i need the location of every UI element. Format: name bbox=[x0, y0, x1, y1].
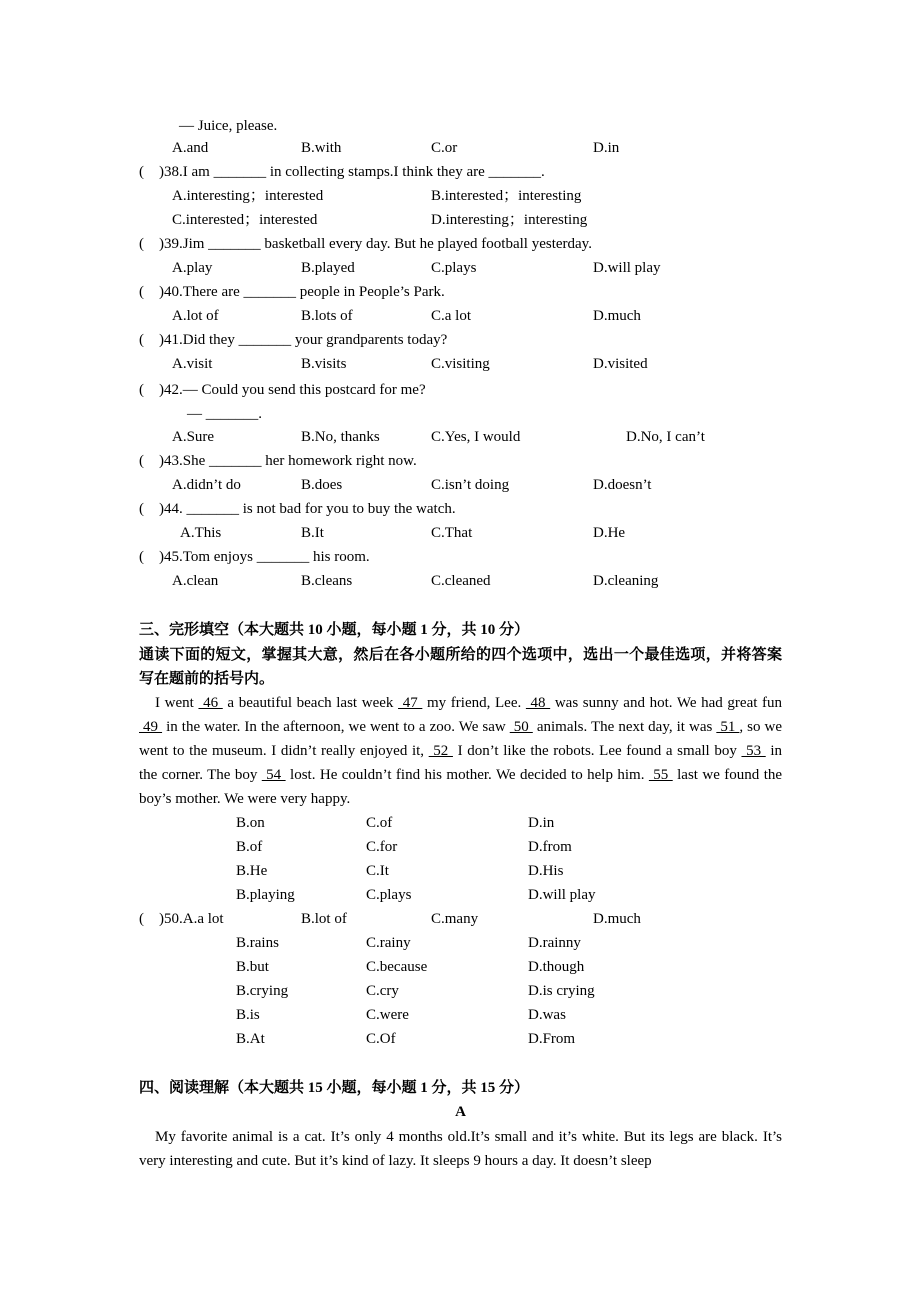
cloze-blank-47: 47 bbox=[398, 695, 423, 711]
cloze-55-option-c: C.Of bbox=[366, 1031, 396, 1047]
cloze-55-option-d: D.From bbox=[528, 1031, 576, 1047]
q38-text: )38.I am _______ in collecting stamps.I think they are _______. bbox=[159, 164, 545, 180]
q42-option-d: D.No, I can’t bbox=[626, 429, 705, 445]
q44-option-d: D.He bbox=[593, 525, 626, 541]
q45-option-a: A.clean bbox=[172, 573, 219, 589]
q41-answer-paren: ( bbox=[139, 332, 144, 348]
cloze-54-option-b: B.is bbox=[236, 1007, 260, 1023]
cloze-options-53 bbox=[139, 980, 782, 1002]
cloze-54-option-c: C.were bbox=[366, 1007, 409, 1023]
cloze-text: my friend, Lee. bbox=[422, 695, 526, 711]
q43-option-b: B.does bbox=[301, 477, 343, 493]
cloze-options-49 bbox=[139, 884, 782, 906]
cloze-options-48 bbox=[139, 860, 782, 882]
cloze-paragraph bbox=[139, 691, 782, 811]
q44-options bbox=[139, 522, 782, 544]
q39-option-d: D.will play bbox=[593, 260, 661, 276]
cloze-50-option-d: D.much bbox=[593, 911, 641, 927]
q38-options-row2 bbox=[139, 209, 782, 231]
cloze-options-51 bbox=[139, 932, 782, 954]
passage-a-label: A bbox=[455, 1104, 466, 1120]
cloze-blank-48: 48 bbox=[525, 695, 551, 711]
q43-answer-paren: ( bbox=[139, 453, 144, 469]
q43-options bbox=[139, 474, 782, 496]
q37-option-a: A.and bbox=[172, 140, 209, 156]
cloze-47-option-b: B.of bbox=[236, 839, 263, 855]
q42-answer-paren: ( bbox=[139, 382, 144, 398]
q44-answer-paren: ( bbox=[139, 501, 144, 517]
cloze-52-option-c: C.because bbox=[366, 959, 428, 975]
cloze-46-option-b: B.on bbox=[236, 815, 265, 831]
cloze-48-option-d: D.His bbox=[528, 863, 564, 879]
cloze-options-47 bbox=[139, 836, 782, 858]
cloze-options-54 bbox=[139, 1004, 782, 1026]
cloze-51-option-d: D.rainny bbox=[528, 935, 581, 951]
cloze-48-option-c: C.It bbox=[366, 863, 389, 879]
cloze-53-option-b: B.crying bbox=[236, 983, 289, 999]
q45-option-b: B.cleans bbox=[301, 573, 353, 589]
q41-option-a: A.visit bbox=[172, 356, 213, 372]
q37-answer-line bbox=[139, 115, 782, 137]
q37-option-b: B.with bbox=[301, 140, 342, 156]
q40-option-b: B.lots of bbox=[301, 308, 353, 324]
q42-text: )42.— Could you send this postcard for me? bbox=[159, 382, 426, 398]
q44-option-c: C.That bbox=[431, 525, 473, 541]
cloze-46-option-d: D.in bbox=[528, 815, 555, 831]
q38-stem bbox=[139, 161, 782, 183]
q40-options bbox=[139, 305, 782, 327]
cloze-50-option-b: B.lot of bbox=[301, 911, 347, 927]
q37-option-d: D.in bbox=[593, 140, 620, 156]
q43-option-a: A.didn’t do bbox=[172, 477, 241, 493]
q44-option-b: B.It bbox=[301, 525, 324, 541]
q38-options-row1 bbox=[139, 185, 782, 207]
q40-answer-paren: ( bbox=[139, 284, 144, 300]
q40-text: )40.There are _______ people in People’s Park. bbox=[159, 284, 445, 300]
q42-option-a: A.Sure bbox=[172, 429, 215, 445]
q37-answer-text: — Juice, please. bbox=[179, 118, 278, 134]
cloze-options-50 bbox=[139, 908, 782, 930]
cloze-51-option-c: C.rainy bbox=[366, 935, 411, 951]
cloze-51-option-b: B.rains bbox=[236, 935, 279, 951]
cloze-passage bbox=[139, 691, 782, 811]
q41-text: )41.Did they _______ your grandparents today? bbox=[159, 332, 448, 348]
q39-stem bbox=[139, 233, 782, 255]
q42-answer-line bbox=[139, 403, 782, 425]
q45-answer-paren: ( bbox=[139, 549, 144, 565]
q43-text: )43.She _______ her homework right now. bbox=[159, 453, 417, 469]
cloze-text: in the water. In the afternoon, we went to a zoo. We saw bbox=[162, 719, 510, 735]
q42-option-c: C.Yes, I would bbox=[431, 429, 521, 445]
cloze-48-option-b: B.He bbox=[236, 863, 268, 879]
cloze-text: a beautiful beach last week bbox=[222, 695, 399, 711]
cloze-blank-50: 50 bbox=[509, 719, 533, 735]
cloze-text: in the corner. The boy bbox=[139, 743, 783, 783]
cloze-47-option-d: D.from bbox=[528, 839, 572, 855]
cloze-blank-52: 52 bbox=[428, 743, 453, 759]
cloze-50-answer-paren: ( bbox=[139, 911, 144, 927]
cloze-52-option-d: D.though bbox=[528, 959, 585, 975]
cloze-blank-53: 53 bbox=[741, 743, 766, 759]
cloze-options-46 bbox=[139, 812, 782, 834]
q41-option-b: B.visits bbox=[301, 356, 347, 372]
cloze-53-option-d: D.is crying bbox=[528, 983, 595, 999]
cloze-text: last we found the boy’s mother. We were very happy. bbox=[139, 767, 783, 807]
q40-option-c: C.a lot bbox=[431, 308, 471, 324]
cloze-49-option-c: C.plays bbox=[366, 887, 412, 903]
q45-text: )45.Tom enjoys _______ his room. bbox=[159, 549, 370, 565]
cloze-text: , so we went to the museum. I didn’t really enjoyed it, bbox=[139, 719, 783, 759]
cloze-blank-46: 46 bbox=[198, 695, 223, 711]
q42-answer-text: — _______. bbox=[187, 406, 262, 422]
q41-stem bbox=[139, 329, 782, 351]
cloze-text: was sunny and hot. We had great fun bbox=[550, 695, 783, 711]
q43-option-d: D.doesn’t bbox=[593, 477, 652, 493]
q43-stem bbox=[139, 450, 782, 472]
cloze-text: I don’t like the robots. Lee found a small boy bbox=[452, 743, 742, 759]
q40-option-a: A.lot of bbox=[172, 308, 219, 324]
q38-option-a: A.interesting；interested bbox=[172, 188, 324, 204]
cloze-text: animals. The next day, it was bbox=[532, 719, 717, 735]
q39-option-c: C.plays bbox=[431, 260, 477, 276]
q37-option-c: C.or bbox=[431, 140, 458, 156]
q38-option-d: D.interesting；interesting bbox=[431, 212, 588, 228]
q44-stem bbox=[139, 498, 782, 520]
reading-passage-a-text: My favorite animal is a cat. It’s only 4 months old.It’s small and it’s white. But its legs are black. It’s very interesting and cute. But it’s kind of lazy. It sleeps 9 hours a day. It doesn’t sleep bbox=[139, 1129, 782, 1169]
q41-options bbox=[139, 353, 782, 375]
cloze-blank-55: 55 bbox=[648, 767, 673, 783]
cloze-text: I went bbox=[155, 695, 199, 711]
section4-heading: 四、阅读理解（本大题共 15 小题，每小题 1 分，共 15 分） bbox=[139, 1080, 530, 1096]
q45-options bbox=[139, 570, 782, 592]
cloze-text: lost. He couldn’t find his mother. We decided to help him. bbox=[285, 767, 649, 783]
q44-option-a: A.This bbox=[180, 525, 222, 541]
cloze-53-option-c: C.cry bbox=[366, 983, 399, 999]
q40-option-d: D.much bbox=[593, 308, 641, 324]
q37-options bbox=[139, 137, 782, 159]
q39-text: )39.Jim _______ basketball every day. But he played football yesterday. bbox=[159, 236, 592, 252]
cloze-49-option-d: D.will play bbox=[528, 887, 596, 903]
section3-instruction: 通读下面的短文，掌握其大意，然后在各小题所给的四个选项中，选出一个最佳选项，并将答案写在题前的括号内。 bbox=[139, 647, 782, 687]
q38-option-b: B.interested；interesting bbox=[431, 188, 582, 204]
q39-option-b: B.played bbox=[301, 260, 355, 276]
q43-option-c: C.isn’t doing bbox=[431, 477, 510, 493]
q45-stem bbox=[139, 546, 782, 568]
q38-answer-paren: ( bbox=[139, 164, 144, 180]
cloze-options-52 bbox=[139, 956, 782, 978]
q39-options bbox=[139, 257, 782, 279]
q40-stem bbox=[139, 281, 782, 303]
cloze-blank-49: 49 bbox=[139, 719, 163, 735]
cloze-50-option-c: C.many bbox=[431, 911, 479, 927]
cloze-options-55 bbox=[139, 1028, 782, 1050]
cloze-50-label: )50.A.a lot bbox=[159, 911, 224, 927]
q39-answer-paren: ( bbox=[139, 236, 144, 252]
cloze-52-option-b: B.but bbox=[236, 959, 269, 975]
cloze-54-option-d: D.was bbox=[528, 1007, 566, 1023]
cloze-blank-54: 54 bbox=[261, 767, 286, 783]
q44-text: )44. _______ is not bad for you to buy the watch. bbox=[159, 501, 456, 517]
q45-option-c: C.cleaned bbox=[431, 573, 491, 589]
q42-option-b: B.No, thanks bbox=[301, 429, 380, 445]
cloze-55-option-b: B.At bbox=[236, 1031, 265, 1047]
cloze-49-option-b: B.playing bbox=[236, 887, 295, 903]
section3-heading: 三、完形填空（本大题共 10 小题，每小题 1 分，共 10 分） bbox=[139, 622, 530, 638]
q45-option-d: D.cleaning bbox=[593, 573, 659, 589]
q42-options bbox=[139, 426, 782, 448]
q39-option-a: A.play bbox=[172, 260, 213, 276]
cloze-47-option-c: C.for bbox=[366, 839, 398, 855]
q42-stem bbox=[139, 379, 782, 401]
q38-option-c: C.interested；interested bbox=[172, 212, 318, 228]
reading-passage-a bbox=[139, 1125, 782, 1173]
q41-option-c: C.visiting bbox=[431, 356, 490, 372]
q41-option-d: D.visited bbox=[593, 356, 648, 372]
cloze-46-option-c: C.of bbox=[366, 815, 393, 831]
cloze-blank-51: 51 bbox=[716, 719, 740, 735]
